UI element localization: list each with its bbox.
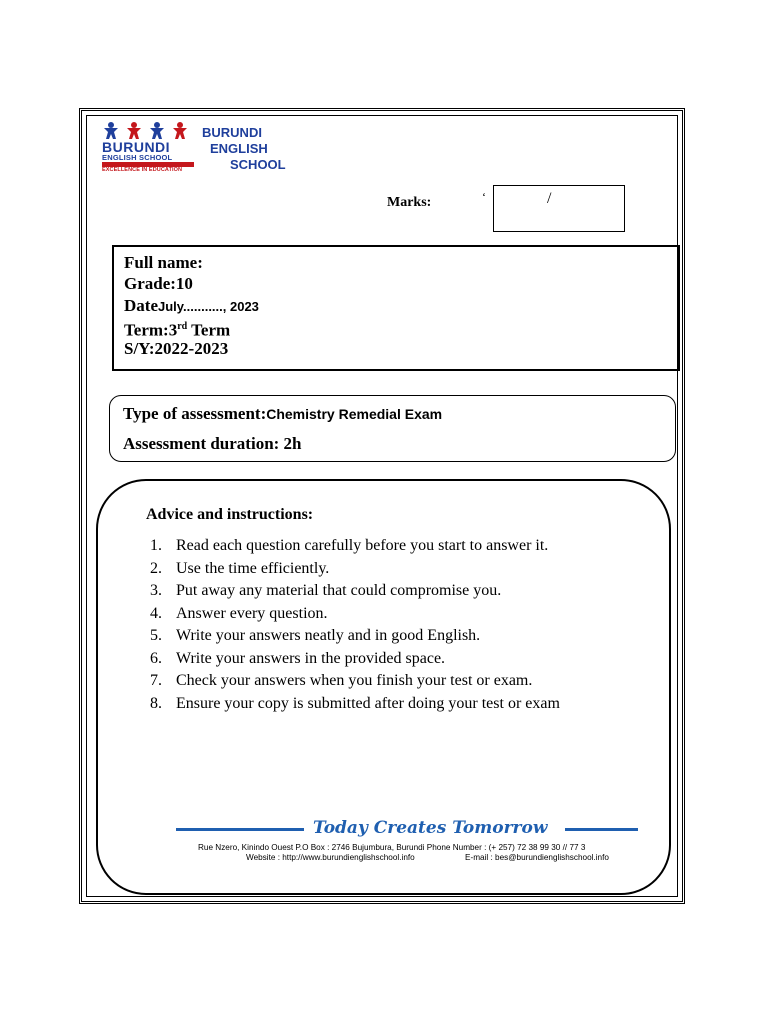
marks-tick: ‘	[482, 190, 486, 204]
footer-website[interactable]: Website : http://www.burundienglishschool.info	[246, 853, 415, 862]
term-suffix-sup: rd	[177, 321, 188, 332]
list-item-number: 6.	[150, 649, 162, 667]
assessment-type-value: Chemistry Remedial Exam	[266, 406, 443, 422]
logo-tagline: EXCELLENCE IN EDUCATION	[102, 167, 183, 173]
list-item-number: 1.	[150, 537, 162, 554]
date-label: Date	[124, 296, 158, 315]
full-name-field[interactable]: Full name:	[124, 253, 203, 272]
list-item	[150, 670, 560, 693]
list-item-text: Put away any material that could compromise you.	[176, 582, 502, 599]
list-item-text: Write your answers neatly and in good English.	[176, 627, 481, 644]
list-item	[150, 648, 560, 671]
logo-subtitle: ENGLISH SCHOOL	[102, 153, 173, 162]
advice-list	[150, 535, 560, 715]
list-item-number: 5.	[150, 627, 162, 644]
advice-title: Advice and instructions:	[146, 506, 314, 523]
logo-figures-icon	[102, 122, 194, 140]
term-field	[124, 317, 230, 341]
assessment-duration: Assessment duration: 2h	[123, 434, 302, 453]
date-value: July..........., 2023	[157, 299, 259, 314]
assessment-type	[123, 404, 442, 424]
assessment-type-label: Type of assessment:	[123, 404, 267, 423]
list-item-number: 7.	[150, 672, 162, 689]
school-name-line-1: BURUNDI	[202, 125, 262, 140]
list-item-text: Ensure your copy is submitted after doing your test or exam	[176, 694, 560, 712]
list-item-text: Use the time efficiently.	[176, 559, 330, 577]
list-item-text: Read each question carefully before you start to answer it.	[176, 537, 549, 554]
list-item-text: Answer every question.	[176, 604, 328, 622]
footer-rule-left	[176, 828, 304, 831]
footer-rule-right	[565, 828, 638, 831]
list-item-number: 2.	[150, 559, 162, 577]
marks-box[interactable]	[493, 185, 625, 232]
grade-field: Grade:10	[124, 274, 193, 293]
list-item-text: Write your answers in the provided space.	[176, 649, 446, 667]
marks-slash: /	[547, 190, 552, 207]
footer-slogan: Today Creates Tomorrow	[313, 818, 548, 838]
school-logo	[102, 122, 302, 174]
list-item	[150, 693, 560, 716]
list-item	[150, 603, 560, 626]
list-item	[150, 580, 560, 603]
school-name-line-2: ENGLISH	[210, 141, 268, 156]
list-item-number: 3.	[150, 582, 162, 599]
list-item-number: 4.	[150, 604, 162, 622]
list-item	[150, 558, 560, 581]
school-year-field: S/Y:2022-2023	[124, 339, 229, 358]
list-item	[150, 535, 560, 558]
school-name	[202, 125, 286, 173]
list-item-number: 8.	[150, 694, 162, 712]
term-prefix: Term:3	[124, 320, 178, 340]
list-item-text: Check your answers when you finish your test or exam.	[176, 672, 533, 689]
list-item	[150, 625, 560, 648]
marks-label: Marks:	[387, 195, 432, 210]
school-name-line-3: SCHOOL	[230, 157, 286, 172]
date-field[interactable]	[124, 296, 259, 317]
footer-email[interactable]: E-mail : bes@burundienglishschool.info	[465, 853, 609, 862]
logo-wordmark: BURUNDI	[102, 139, 171, 155]
term-suffix: Term	[187, 320, 231, 340]
footer-address: Rue Nzero, Kinindo Ouest P.O Box : 2746 Bujumbura, Burundi Phone Number : (+ 257) 72 38 99 30 // 77 3	[198, 843, 586, 852]
